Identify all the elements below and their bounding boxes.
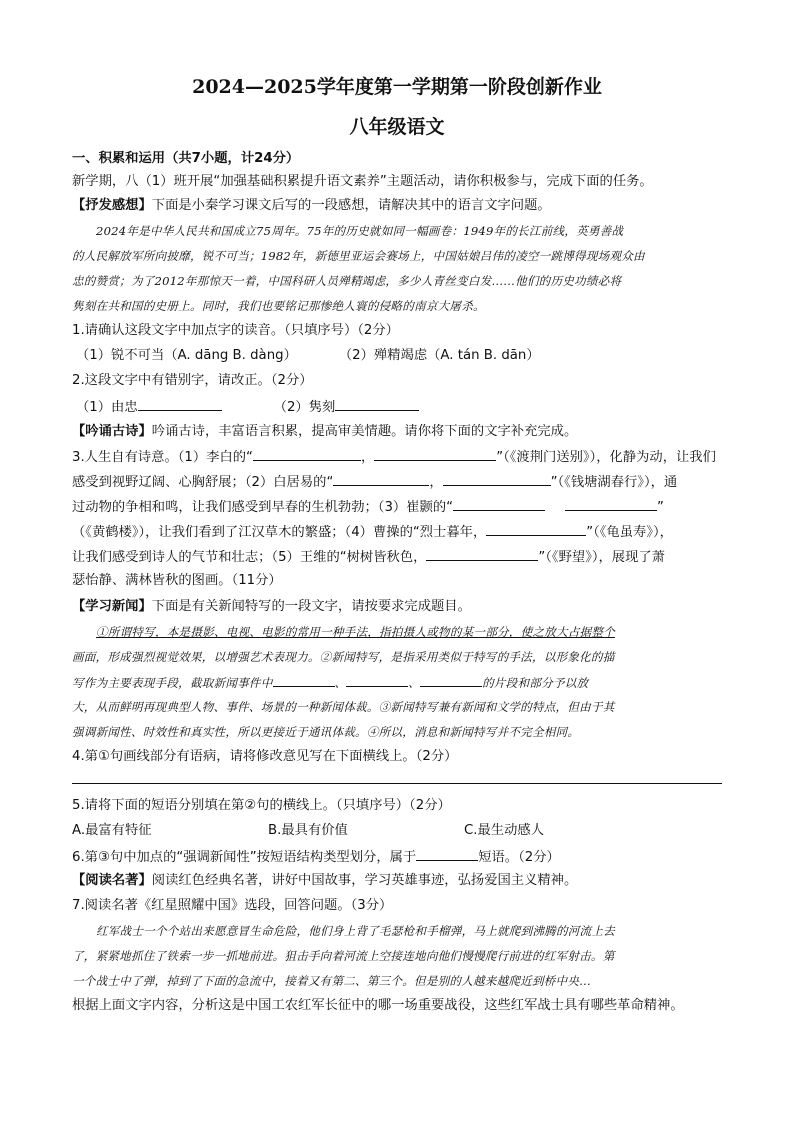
q5-option: A.最富有特征	[72, 823, 152, 838]
poem-blank[interactable]	[333, 472, 429, 486]
passage-c-text: ①所谓特写，本是摄影、电视、电影的常用一种手法，指拍摄人或物的某一部分，使之放大占据整个	[96, 625, 615, 639]
passage-c-text: 写作为主要表现手段，截取新闻事件中	[72, 676, 273, 690]
poem-blank[interactable]	[565, 497, 657, 511]
q5-blank[interactable]	[346, 673, 408, 687]
poem-text: ”（《渡荆门送别》），化静为动，让我们	[496, 450, 716, 465]
poem-text: 过动物的争相和鸣，让我们感受到早春的生机勃勃；（3）崔颢的“	[72, 500, 454, 515]
block-d-tag: 【阅读名著】	[72, 873, 152, 888]
block-a-header	[72, 197, 551, 215]
block-d-header	[72, 872, 577, 890]
block-b-tag: 【吟诵古诗】	[72, 424, 152, 439]
passage-d-line: 红军战士一个个站出来愿意冒生命危险，他们身上背了毛瑟枪和手榴弹，马上就爬到沸腾的河流上去	[96, 924, 615, 938]
q5-blank[interactable]	[273, 673, 335, 687]
poem-text: ，	[360, 450, 375, 465]
question-1-options	[76, 347, 540, 365]
poem-text: （《黄鹤楼》），让我们看到了江汉草木的繁盛；（4）曹操的“烈士暮年，	[72, 525, 487, 540]
poem-text: ”（《钱塘湖春行》），通	[550, 475, 678, 490]
poem-text: 让我们感受到诗人的气节和壮志；（5）王维的“树树皆秋色，	[72, 550, 427, 565]
passage-a-line: 隽刻在共和国的史册上。同时，我们也要铭记那惨绝人寰的侵略的南京大屠杀。	[72, 299, 485, 313]
poem-text: ”	[657, 500, 664, 515]
poem-text: ，	[429, 475, 443, 490]
exam-subtitle: 八年级语文	[349, 116, 445, 138]
passage-c-text: 的片段和部分予以放	[482, 676, 589, 690]
question-4: 4.第①句画线部分有语病，请将修改意见写在下面横线上。（2分）	[72, 749, 458, 764]
q6-text: 6.第③句中加点的“强调新闻性”按短语结构类型划分，属于	[72, 850, 417, 865]
passage-d-line: 了，紧紧地抓住了铁索一步一抓地前进。狙击手向着河流上空接连地向他们慢慢爬行前进的红军射击。第	[72, 949, 615, 963]
poem-blank[interactable]	[453, 497, 545, 511]
block-b-header	[72, 423, 577, 441]
block-a-tag: 【抒发感想】	[72, 198, 152, 213]
poem-text: 感受到视野辽阔、心胸舒展；（2）白居易的“	[72, 475, 334, 490]
q6-tail: 短语。（2分）	[478, 850, 560, 865]
q6-blank[interactable]	[416, 847, 478, 861]
poem-text: ”（《龟虽寿》），	[586, 525, 673, 540]
q5-blank[interactable]	[420, 673, 482, 687]
q2-item-1: （1）由忠	[76, 400, 138, 415]
poem-blank[interactable]	[374, 447, 496, 461]
block-a-tag-text: 下面是小秦学习课文后写的一段感想，请解决其中的语言文字问题。	[151, 198, 551, 213]
passage-c-line	[96, 623, 615, 641]
question-6	[72, 847, 560, 867]
poem-blank[interactable]	[253, 447, 361, 461]
passage-d-line: 一个战士中了弹，掉到了下面的急流中，接着又有第二、第三个。但是别的人越来越爬近到桥中央…	[72, 974, 591, 988]
q2-answer-blank-1[interactable]	[138, 397, 222, 411]
poem-line: 瑟怡静、满林皆秋的图画。（11分）	[72, 573, 282, 588]
passage-a-line: 的人民解放军所向披靡，锐不可当；1982年，新德里亚运会赛场上，中国姑娘吕伟的凌空一跳博得现场观众由	[72, 249, 645, 263]
poem-blank[interactable]	[426, 547, 538, 561]
poem-line	[72, 522, 673, 542]
exam-title: 2024—2025学年度第一学期第一阶段创新作业	[192, 76, 602, 98]
poem-line	[72, 547, 665, 567]
q1-option-2: （2）殚精竭虑（A. tán B. dān）	[338, 348, 540, 363]
question-7: 7.阅读名著《红星照耀中国》选段，回答问题。（3分）	[72, 898, 393, 913]
block-c-tag-text: 下面是有关新闻特写的一段文字，请按要求完成题目。	[151, 599, 471, 614]
passage-c-line: 强调新闻性、时效性和真实性，所以更接近于通讯体裁。④所以，消息和新闻特写并不完全相同。	[72, 725, 580, 739]
q2-answer-blank-2[interactable]	[335, 397, 419, 411]
poem-blank[interactable]	[443, 472, 551, 486]
passage-c-line: 写作为主要表现手段，截取新闻事件中 、 、 的片段和部分予以放	[72, 673, 588, 692]
question-5: 5.请将下面的短语分别填在第②句的横线上。（只填序号）（2分）	[72, 798, 451, 813]
passage-a-line: 2024年是中华人民共和国成立75周年。75年的历史就如同一幅画卷：1949年的长江前线，英勇善战	[96, 224, 624, 238]
block-c-header	[72, 598, 471, 616]
question-7-prompt: 根据上面文字内容，分析这是中国工农红军长征中的哪一场重要战役，这些红军战士具有哪些革命精神。	[72, 998, 684, 1013]
section-intro: 新学期，八（1）班开展“加强基础积累提升语文素养”主题活动，请你积极参与，完成下面的任务。	[72, 174, 653, 189]
question-1: 1.请确认这段文字中加点字的读音。（只填序号）（2分）	[72, 323, 399, 338]
block-d-tag-text: 阅读红色经典名著，讲好中国故事，学习英雄事迹，弘扬爱国主义精神。	[151, 873, 578, 888]
passage-a-line: 忠的赞赏；为了2012年那惊天一着，中国科研人员殚精竭虑，多少人青丝变白发……他们的历史功绩必将	[72, 274, 622, 288]
q5-option: B.最具有价值	[268, 823, 348, 838]
q5-options	[72, 822, 544, 840]
block-c-tag: 【学习新闻】	[72, 599, 152, 614]
poem-text: ”（《野望》），展现了萧	[538, 550, 665, 565]
poem-blank[interactable]	[486, 522, 586, 536]
q2-item-2: （2）隽刻	[273, 400, 336, 415]
poem-line	[72, 497, 664, 517]
q5-option: C.最生动感人	[464, 823, 544, 838]
section-heading: 一、积累和运用（共7小题，计24分）	[72, 151, 300, 166]
poem-text: 3.人生自有诗意。（1）李白的“	[72, 450, 253, 465]
q1-option-1: （1）锐不可当（A. dāng B. dàng）	[76, 348, 297, 363]
question-2: 2.这段文字中有错别字，请改正。（2分）	[72, 373, 313, 388]
passage-c-line: 大，从而鲜明再现典型人物、事件、场景的一种新闻体裁。③新闻特写兼有新闻和文学的特点，但由于其	[72, 700, 615, 714]
poem-line	[72, 447, 716, 467]
poem-line	[72, 472, 677, 492]
question-2-items	[76, 397, 419, 417]
block-b-tag-text: 吟诵古诗，丰富语言积累，提高审美情趣。请你将下面的文字补充完成。	[151, 424, 578, 439]
q4-answer-line[interactable]	[72, 783, 722, 784]
passage-c-line: 画面，形成强烈视觉效果，以增强艺术表现力。②新闻特写，是指采用类似于特写的手法，以形象化的描	[72, 650, 615, 664]
